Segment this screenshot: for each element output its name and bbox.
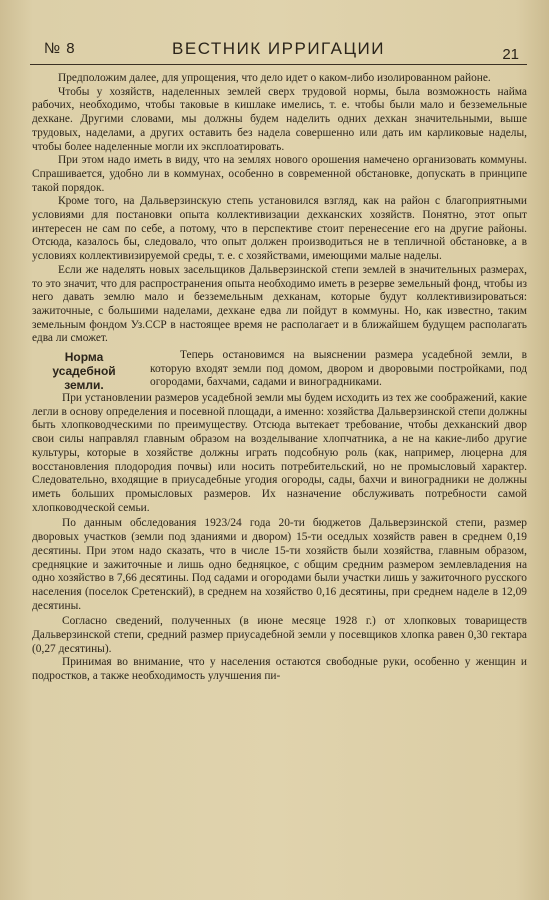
issue-number: № 8 xyxy=(44,40,76,57)
page-header xyxy=(30,38,527,65)
paragraph: По данным обследования 1923/24 года 20-ти бюджетов Дальверзинской степи, размер дворовых участков (земли под зданиями и двором) 15-ти оседлых хозяйств равен в среднем 0,19 десятины. При этом надо сказать, что в числе 15-ти хозяйств были хозяйства, главным образом, средняцкие и зажиточные и лишь одно бедняцкое, с общим средним размером землевладения на одно хозяйство в 7,66 десятины. Под садами и огородами были участки лишь у зажиточного русского населения (поселок Сретенский), в среднем на хозяйство 0,16 десятины, при среднем наделе в 12,09 десятины. xyxy=(32,517,527,612)
section-intro: Теперь остановимся на выяснении размера усадебной земли, в которую входят земли под домом, двором и дворовыми постройками, под огородами, бахчами, садами и виноградниками. xyxy=(150,349,527,389)
paragraph: Если же наделять новых засельщиков Дальверзинской степи землей в значительных размерах, то это значит, что для распространения опыта необходимо иметь в резерве земельный фонд, чтобы из него давать землю мало и безземельным дехканам, которые будут коллективизироваться: зажиточные, с большими наделами, дехкане едва ли пойдут в коммуны. Но, как известно, таким земельным фондом Уз.ССР в настоящее время не располагает и в ближайшем будущем располагать едва ли сможет. xyxy=(32,263,527,345)
paragraph: Принимая во внимание, что у населения остаются свободные руки, особенно у женщин и подростков, а также необходимость улучшения пи- xyxy=(32,656,527,683)
section-heading: Норма усадебной земли. xyxy=(52,350,116,393)
journal-title: ВЕСТНИК ИРРИГАЦИИ xyxy=(172,39,385,58)
paragraph: Кроме того, на Дальверзинскую степь установился взгляд, как на район с благоприятными условиями для постановки опыта коллективизации дехканских хозяйств. Понятно, этот опыт интересен не сам по себе, а потому, что в перспективе стоит перенесение его на другие районы. Отсюда, казалось бы, следовало, что опыт должен производиться не в тепличной обстановке, а в условиях коллективизируемой среды, т. е. с хозяйствами, имеющими малые наделы. xyxy=(32,195,527,263)
paragraph: При этом надо иметь в виду, что на землях нового орошения намечено организовать коммуны. Спрашивается, удобно ли в коммунах, особенно в современной обстановке, допускать в принципе такой порядок. xyxy=(32,154,527,194)
article-body xyxy=(32,72,527,684)
page-number: 21 xyxy=(502,46,519,63)
paragraph: Согласно сведений, полученных (в июне месяце 1928 г.) от хлопковых товариществ Дальверзинской степи, средний размер приусадебной земли у посевщиков хлопка равен 0,30 гектара (0,27 десятины). xyxy=(32,615,527,655)
paragraph: При установлении размеров усадебной земли мы будем исходить из тех же соображений, какие легли в основу определения и посевной площади, а именно: хозяйства Дальверзинской степи должны быть хлопководческими по преимуществу. Отсюда вытекает требование, чтобы дехканский двор свои силы направлял главным образом на возделывание хлопчатника, а не на какие-либо другие культуры, которые в хозяйстве должны играть подсобную роль (как, например, люцерна для восстановления плодородия почвы) или носить потребительский, но не промысловый характер. Следовательно, входящие в приусадебные угодия огороды, сады, бахчи и виноградники не должны иметь больших промысловых размеров. Их назначение обслуживать потребности самой хлопководческой семьи. xyxy=(32,392,527,514)
paragraph: Предположим далее, для упрощения, что дело идет о каком-либо изолированном районе. xyxy=(58,72,491,84)
paragraph: Чтобы у хозяйств, наделенных землей сверх трудовой нормы, была возможность найма рабочих, необходимо, чтобы таковые в кишлаке имелись, т. е. чтобы были мало и безземельные дехкане. Другими словами, мы должны будем наделить одних дехкан значительными, выше трудовых, наделами, а других оставить без надела совершенно или дать им карликовые наделы, чтобы более наделенные могли их эксплоатировать. xyxy=(32,85,527,153)
section-homestead-land xyxy=(32,349,527,684)
